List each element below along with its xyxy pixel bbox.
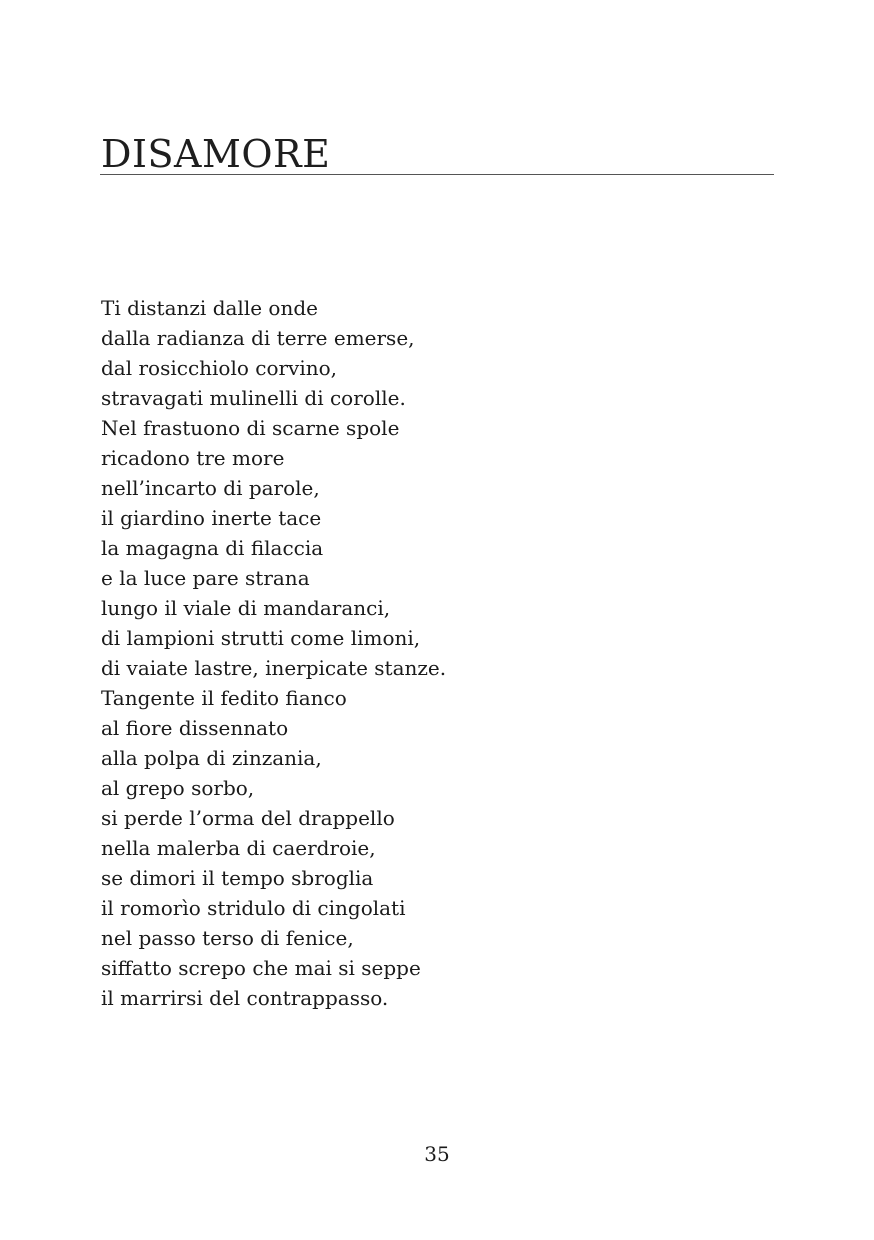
page-number: 35	[424, 1142, 450, 1166]
poem-line: nel passo terso di fenice,	[101, 926, 354, 950]
poem-line: lungo il viale di mandaranci,	[101, 596, 391, 620]
poem-line: Tangente il fedito fianco	[101, 686, 347, 710]
poem-line: stravagati mulinelli di corolle.	[101, 386, 406, 410]
title-underline	[100, 174, 774, 175]
poem-line: di lampioni strutti come limoni,	[101, 626, 421, 650]
poem-line: nella malerba di caerdroie,	[101, 836, 376, 860]
poem-line: dal rosicchiolo corvino,	[101, 356, 338, 380]
poem-line: se dimori il tempo sbroglia	[101, 866, 374, 890]
poem-line: al grepo sorbo,	[101, 776, 255, 800]
poem-line: nell’incarto di parole,	[101, 476, 320, 500]
poem-body	[101, 293, 446, 1013]
poem-line: siffatto screpo che mai si seppe	[101, 956, 421, 980]
poem-line: al fiore dissennato	[101, 716, 289, 740]
poem-line: il romorìo stridulo di cingolati	[101, 896, 406, 920]
poem-line: di vaiate lastre, inerpicate stanze.	[101, 656, 447, 680]
poem-line: ricadono tre more	[101, 446, 285, 470]
poem-line: si perde l’orma del drappello	[101, 806, 395, 830]
poem-line: il giardino inerte tace	[101, 506, 322, 530]
poem-line: Nel frastuono di scarne spole	[101, 416, 400, 440]
poem-line: Ti distanzi dalle onde	[101, 296, 318, 320]
poem-line: dalla radianza di terre emerse,	[101, 326, 415, 350]
poem-line: alla polpa di zinzania,	[101, 746, 322, 770]
poem-line: e la luce pare strana	[101, 566, 310, 590]
poem-line: la magagna di filaccia	[101, 536, 324, 560]
poem-line: il marrirsi del contrappasso.	[101, 986, 389, 1010]
poem-title: DISAMORE	[101, 132, 331, 176]
